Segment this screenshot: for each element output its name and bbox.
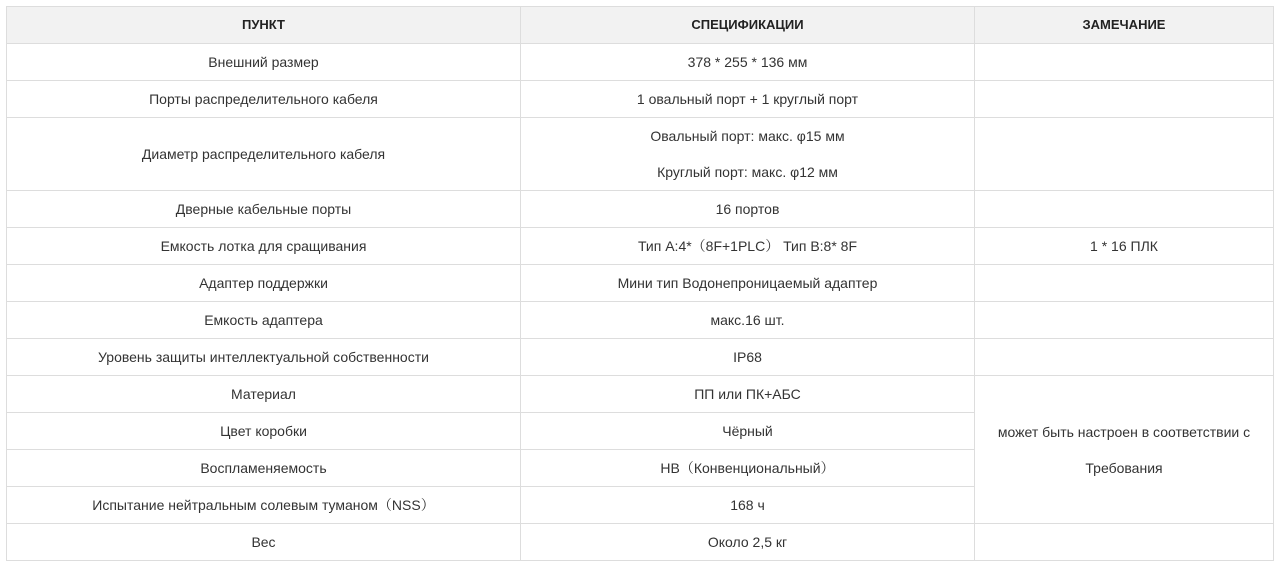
note-cell [975,44,1274,81]
spec-cell: макс.16 шт. [521,302,975,339]
note-cell [975,118,1274,191]
spec-cell [521,118,975,191]
item-cell: Материал [7,376,521,413]
header-specifications: СПЕЦИФИКАЦИИ [521,7,975,44]
spec-cell: 168 ч [521,487,975,524]
item-cell: Испытание нейтральным солевым туманом（NSS） [7,487,521,524]
note-cell [975,302,1274,339]
table-row [7,228,1274,265]
table-row [7,524,1274,561]
item-cell: Емкость адаптера [7,302,521,339]
table-row [7,302,1274,339]
spec-cell: ПП или ПК+АБС [521,376,975,413]
item-cell: Дверные кабельные порты [7,191,521,228]
spec-cell: 378 * 255 * 136 мм [521,44,975,81]
spec-cell: 1 овальный порт + 1 круглый порт [521,81,975,118]
spec-cell: HB（Конвенциональный） [521,450,975,487]
table-row [7,191,1274,228]
table-row [7,118,1274,191]
spec-cell: Мини тип Водонепроницаемый адаптер [521,265,975,302]
table-row [7,81,1274,118]
note-cell [975,191,1274,228]
spec-line: Овальный порт: макс. φ15 мм [650,128,845,144]
note-line: может быть настроен в соответствии с [997,423,1251,440]
note-cell [975,524,1274,561]
note-cell [975,339,1274,376]
specifications-table [6,6,1274,561]
note-cell: 1 * 16 ПЛК [975,228,1274,265]
spec-cell: 16 портов [521,191,975,228]
spec-cell: IP68 [521,339,975,376]
spec-line: Круглый порт: макс. φ12 мм [657,164,838,180]
item-cell: Цвет коробки [7,413,521,450]
table-row [7,44,1274,81]
item-cell: Вес [7,524,521,561]
header-note: ЗАМЕЧАНИЕ [975,7,1274,44]
spec-cell: Чёрный [521,413,975,450]
table-row [7,376,1274,413]
note-line: Требования [1085,459,1163,476]
item-cell: Воспламеняемость [7,450,521,487]
item-cell: Порты распределительного кабеля [7,81,521,118]
item-cell: Внешний размер [7,44,521,81]
item-cell: Диаметр распределительного кабеля [7,118,521,191]
table-row [7,265,1274,302]
header-item: ПУНКТ [7,7,521,44]
table-row [7,339,1274,376]
item-cell: Уровень защиты интеллектуальной собственности [7,339,521,376]
merged-note-cell [975,376,1274,524]
spec-cell: Около 2,5 кг [521,524,975,561]
spec-cell: Тип A:4*（8F+1PLC） Тип B:8* 8F [521,228,975,265]
note-cell [975,265,1274,302]
table-header-row [7,7,1274,44]
item-cell: Емкость лотка для сращивания [7,228,521,265]
item-cell: Адаптер поддержки [7,265,521,302]
note-cell [975,81,1274,118]
